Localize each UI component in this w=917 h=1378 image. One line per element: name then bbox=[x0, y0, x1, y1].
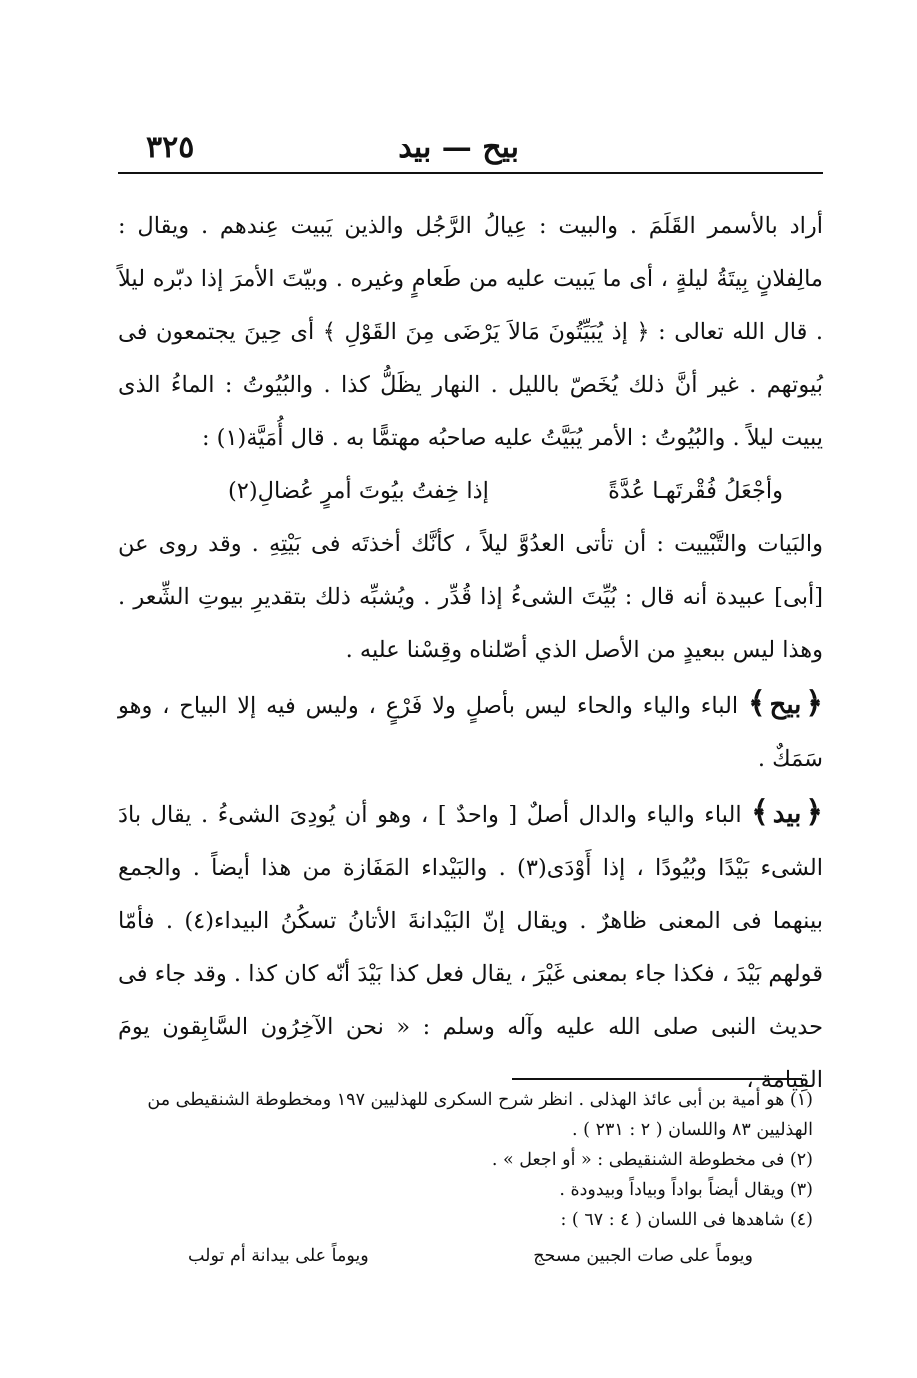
footnote-rule bbox=[512, 1078, 802, 1080]
entry-text: الباء والياء والدال أصلٌ [ واحدٌ ] ، وهو أن يُودِىَ الشىءُ . يقال بادَ الشىء بَيْدًا وبُيُودًا ، إذا أَوْدَى(٣) . والبَيْداء المَفَازة من هذا أيضاً . والجمع بينهما فى المعنى ظاهرٌ . ويقال إنّ البَيْدانةَ الأتانُ تسكُنُ البيداء(٤) . فأمّا قولهم بَيْدَ ، فكذا جاء بمعنى غَيْرَ ، يقال فعل كذا بَيْدَ أنّه كان كذا . وقد جاء فى حديث النبى صلى الله عليه وآله وسلم : « نحن الآخِرُون السَّابِقون يومَ القِيامة ، bbox=[118, 802, 823, 1093]
paragraph: والبَيات والتَّبْييت : أن تأتى العدُوَّ ليلاً ، كأنَّك أخذتَه فى بَيْتِهِ . وقد روى عن [أبى] عبيدة أنه قال : بُيِّتَ الشىءُ إذا قُدِّر . ويُشبِّه ذلك بتقديرِ بيوتِ الشِّعر . وهذا ليس ببعيدٍ من الأصل الذي أصّلناه وقِسْنا عليه . bbox=[118, 531, 823, 663]
paragraph: أراد بالأسمر القَلَمَ . والبيت : عِيالُ الرَّجُل والذين يَبيت عِندهم . ويقال : مالِفلانٍ بِيتَةُ ليلةٍ ، أى ما يَبيت عليه من طَعامٍ وغيره . وبيّتَ الأمرَ إذا دبّره ليلاً . قال الله تعالى : ﴿ إذ يُبَيِّتُونَ مَالاَ يَرْضَى مِنَ القَوْلِ ﴾ أى حِينَ يجتمعون فى بُيوتهم . غير أنَّ ذلك يُخَصّ بالليل . النهار يظَلُّ كذا . والبُيُوتُ : الماءُ الذى يبيت ليلاً . والبُيُوتُ : الأمر يُبَيَّتُ عليه صاحبُه مهتمًّا به . قال أُمَيَّة(١) : bbox=[118, 213, 823, 451]
verse-first-hemistich: ويوماً على صات الجبين مسحج bbox=[533, 1246, 753, 1266]
open-bracket: ﴿ bbox=[805, 686, 823, 721]
dictionary-entry-bayd bbox=[118, 786, 823, 1107]
footnote: (٣) ويقال أيضاً بواداً وبياداً وبيدودة . bbox=[559, 1180, 813, 1200]
footnote: (١) هو أمية بن أبى عائذ الهذلى . انظر شرح السكرى للهذليين ١٩٧ ومخطوطة الشنقيطى من الهذليين ٨٣ واللسان ( ٢ : ٢٣١ ) . bbox=[147, 1090, 813, 1140]
entry-headword: بيد bbox=[772, 799, 802, 829]
page-header bbox=[118, 118, 799, 168]
footnote: (٢) فى مخطوطة الشنقيطى : « أو اجعل » . bbox=[491, 1150, 813, 1170]
poetry-verse bbox=[118, 465, 823, 518]
open-bracket: ﴿ bbox=[805, 795, 823, 830]
header-rule bbox=[118, 172, 823, 174]
dictionary-entry-bayh bbox=[118, 677, 823, 786]
running-title: بيح — بيد bbox=[398, 130, 519, 165]
close-bracket: ﴾ bbox=[751, 795, 769, 830]
page-number: ٣٢٥ bbox=[146, 130, 195, 165]
main-text bbox=[118, 200, 823, 1107]
entry-text: الباء والياء والحاء ليس بأصلٍ ولا فَرْعٍ ، وليس فيه إلا البياح ، وهو سَمَكٌ . bbox=[118, 693, 823, 772]
footnote: (٤) شاهدها فى اللسان ( ٤ : ٦٧ ) : bbox=[560, 1210, 813, 1230]
close-bracket: ﴾ bbox=[747, 686, 766, 721]
footnotes bbox=[118, 1085, 813, 1271]
verse-first-hemistich: وأجْعَلُ فُقْرتَهـا عُدَّةً bbox=[608, 478, 783, 504]
verse-second-hemistich: إذا خِفتُ بيُوتَ أمرٍ عُضالِ(٢) bbox=[228, 478, 489, 504]
verse-second-hemistich: ويوماً على بيدانة أم تولب bbox=[188, 1246, 369, 1266]
footnote-verse bbox=[118, 1241, 813, 1271]
entry-headword: بيح bbox=[769, 690, 802, 720]
